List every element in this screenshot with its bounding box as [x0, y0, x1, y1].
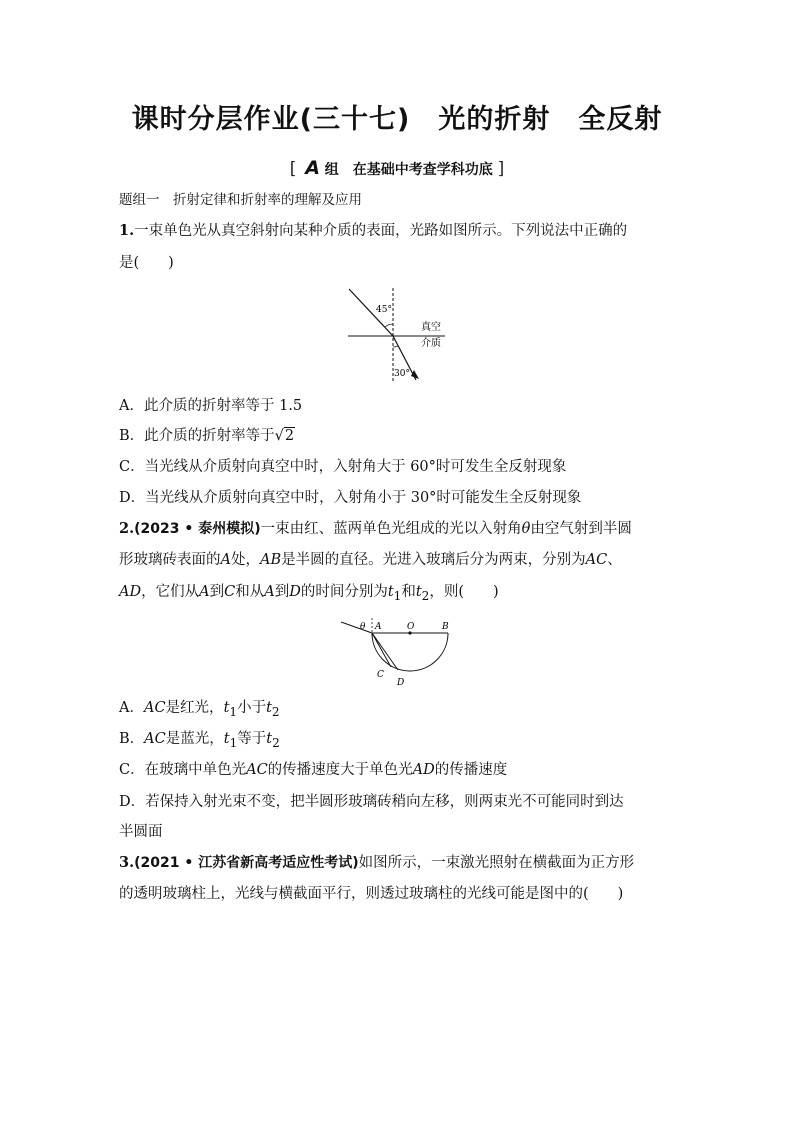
q2-stem-text: 一束由红、蓝两单色光组成的光以入射角 — [260, 521, 522, 537]
q2-sub: 2 — [421, 588, 430, 603]
q2-text: 和从 — [235, 584, 265, 600]
q2-opt-text: 是红光， — [165, 700, 224, 716]
q2-opt-text: B． — [119, 731, 145, 747]
q2-semicircle-figure — [335, 612, 460, 692]
q2-option-c — [119, 760, 507, 780]
sqrt-symbol: √2 — [274, 428, 295, 444]
q2-stem-line1 — [119, 519, 632, 539]
q2-var: t — [415, 584, 422, 600]
q2-option-a — [119, 698, 280, 722]
q2-var: AC — [246, 762, 268, 778]
q2-var: t — [223, 731, 230, 747]
q2-var: A — [264, 584, 275, 600]
q2-sub: 1 — [229, 735, 238, 750]
q2-opt-text: 等于 — [237, 731, 267, 747]
q1-option-b-text: B．此介质的折射率等于 — [119, 428, 275, 444]
q2-option-b — [119, 729, 280, 753]
q2-var: AC — [585, 552, 608, 568]
q2-opt-text: A． — [119, 700, 144, 716]
q3-stem-line1 — [119, 853, 634, 873]
q3-stem-line2: 的透明玻璃柱上，光线与横截面平行，则透过玻璃柱的光线可能是图中的( ) — [119, 886, 624, 902]
q2-label-c: C — [377, 670, 384, 680]
q2-text: 到 — [274, 584, 290, 600]
q2-sub: 2 — [271, 704, 280, 719]
q2-var: AD — [119, 584, 142, 600]
q2-text: 是半圆的直径。光进入玻璃后分为两束，分别为 — [281, 552, 586, 568]
q2-opt-text: 的传播速度大于单色光 — [267, 762, 413, 778]
q1-angle-arc-bottom — [393, 346, 398, 347]
q1-stem-line2: 是( ) — [119, 255, 174, 271]
q2-text: ，它们从 — [141, 584, 200, 600]
q2-text: 的时间分别为 — [300, 584, 388, 600]
q2-sub: 2 — [272, 735, 280, 750]
q1-option-d: D．当光线从介质射向真空中时，入射角小于 30°时可能发生全反射现象 — [119, 490, 582, 506]
q2-text: 、 — [607, 552, 622, 568]
q2-label-d: D — [397, 678, 405, 688]
q2-source: (2023 • 泰州模拟) — [134, 521, 261, 537]
page-title: 课时分层作业(三十七) 光的折射 全反射 — [131, 104, 663, 135]
q2-number: 2. — [119, 520, 135, 537]
q1-label-vacuum: 真空 — [421, 322, 441, 333]
q1-number: 1. — [119, 222, 135, 239]
q2-ray-ac — [372, 633, 391, 667]
q2-var: A — [220, 552, 231, 568]
q2-label-theta: θ — [360, 622, 366, 632]
group-letter: A — [305, 157, 320, 179]
q2-text: 形玻璃砖表面的 — [119, 552, 221, 568]
group-bracket-open: [ — [289, 159, 297, 179]
q2-sub: 1 — [393, 588, 402, 603]
q2-sub: 1 — [229, 704, 238, 719]
group-heading — [0, 157, 794, 179]
q2-var: C — [224, 584, 236, 600]
q2-incident-ray — [341, 622, 372, 633]
q2-stem-text-end: 由空气射到半圆 — [530, 521, 632, 537]
q2-text: 处， — [230, 552, 260, 568]
q1-option-b — [119, 426, 295, 446]
q1-stem-line1 — [119, 221, 627, 241]
q2-text: 和 — [401, 584, 416, 600]
q2-option-d-line1: D．若保持入射光束不变，把半圆形玻璃砖稍向左移，则两束光不可能同时到达 — [119, 794, 624, 810]
group-bracket-close: ] — [497, 159, 505, 179]
q3-stem-text: 如图所示，一束激光照射在横截面为正方形 — [358, 855, 635, 871]
q2-var: AC — [143, 700, 166, 716]
q2-label-o: O — [407, 622, 415, 632]
q1-label-medium: 介质 — [421, 338, 441, 349]
q2-var: t — [266, 700, 272, 716]
q1-option-c: C．当光线从介质射向真空中时，入射角大于 60°时可发生全反射现象 — [119, 459, 567, 475]
q1-angle-incidence: 45° — [376, 305, 392, 315]
q2-var: AB — [259, 552, 282, 568]
q1-angle-arc-top — [385, 324, 393, 327]
q3-number: 3. — [119, 854, 135, 871]
q1-option-a: A．此介质的折射率等于 1.5 — [119, 398, 303, 414]
q2-opt-text: 的传播速度 — [434, 762, 508, 778]
q2-semicircle-arc — [372, 633, 448, 671]
q1-option-b-radicand: 2 — [284, 428, 295, 444]
q2-text: 到 — [209, 584, 225, 600]
section-title: 题组一 折射定律和折射率的理解及应用 — [119, 192, 362, 208]
q2-ray-ad — [372, 633, 398, 670]
q2-var: AC — [144, 731, 166, 747]
q2-opt-text: 小于 — [237, 700, 267, 716]
q3-source: (2021 • 江苏省新高考适应性考试) — [134, 855, 359, 871]
q2-opt-text: 是蓝光， — [165, 731, 224, 747]
q2-option-d-line2: 半圆面 — [119, 824, 163, 840]
q2-label-b: B — [442, 622, 449, 632]
q2-var: t — [387, 584, 394, 600]
q2-var: A — [199, 584, 210, 600]
q2-opt-text: C．在玻璃中单色光 — [119, 762, 247, 778]
q2-var: AD — [412, 762, 435, 778]
q1-refraction-figure — [340, 284, 460, 384]
q2-text: ，则( ) — [429, 584, 499, 600]
q2-var: D — [289, 584, 301, 600]
q2-var: t — [223, 700, 230, 716]
q2-stem-line3 — [119, 582, 499, 606]
q1-stem-text: 一束单色光从真空斜射向某种介质的表面，光路如图所示。下列说法中正确的 — [134, 223, 628, 239]
group-label: 组 在基础中考查学科功底 — [324, 162, 493, 178]
q2-label-a: A — [375, 622, 382, 632]
q1-angle-refraction: 30° — [394, 369, 410, 379]
q2-theta: θ — [521, 521, 531, 537]
q2-var: t — [266, 731, 273, 747]
q2-stem-line2 — [119, 550, 622, 570]
